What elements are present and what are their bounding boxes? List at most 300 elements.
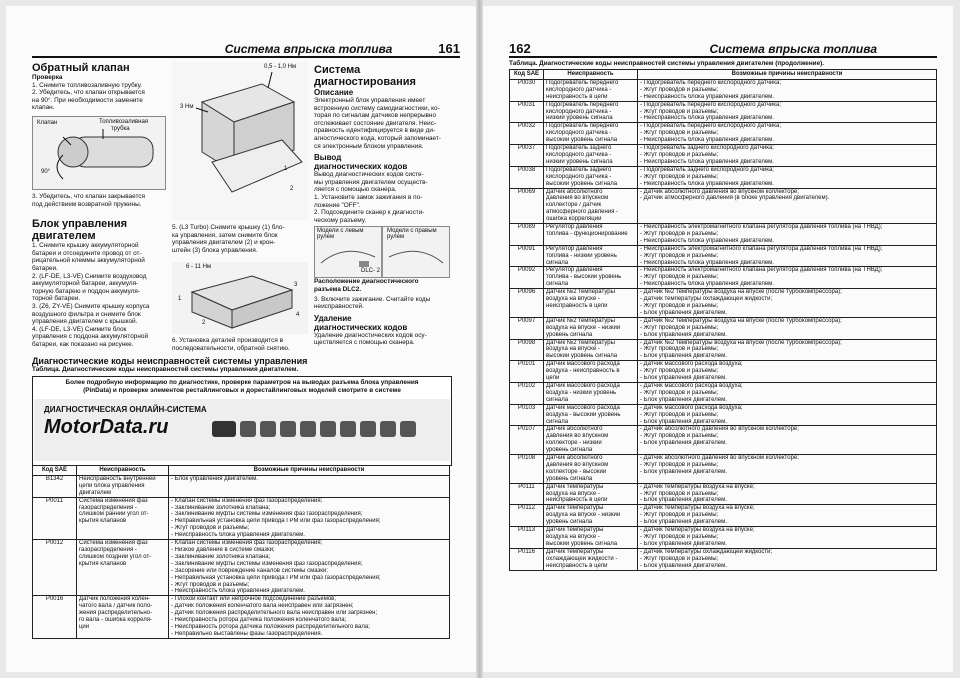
ecu-text: 1. Снимите крышку аккумуляторной батареи и отсоедините провод от от- рицательной клеммы аккумуляторной батареи. 2. (LF-DE, L3-VE) Снимите воздуховод аккумуляторной батареи, аккумуля- торную батарею и поддон аккумуля- торной батареи. 3. (Z6, ZY-VE) Снимите крышку корпуса воздушного фильтра и снимите блок управления двигателем с крышкой. 4. (LF-DE, L3-VE) Снимите блок управления с поддона аккумуляторной батареи, как показано на рисунке. [32,242,150,348]
diagnostics-section [314,64,450,347]
dlc-figure [314,226,450,278]
cell-line: жения распределительно- [79,610,152,617]
cell-line: слишком поздний угол от- [79,553,152,560]
cell-line: - Датчик положения коленчатого вала неисправен или загрязнен; [171,603,354,610]
cell-line: - Блок управления двигателем. [640,440,727,447]
table-row [510,426,937,455]
fault-cell [544,339,638,361]
sae-code: P0113 [510,527,544,549]
sae-code: P0038 [510,166,544,188]
table-row [510,361,937,383]
causes-cell [638,224,937,246]
fault-cell [77,540,169,596]
banner-text: Более подробную информацию по диагностике, проверке параметров на выводах разъема блока управления (PinData) и проверке элементов рестайлинговых и дорестайлинговых моделей смотрите в системе [65,379,419,394]
figure-label: 90° [41,168,51,175]
figure-caption: Расположение диагностического разъема DLC2. [314,278,419,293]
cell-line: давления во впускном [546,461,609,468]
scanner-icon [340,421,356,437]
fault-cell [544,505,638,527]
cell-line: Неисправность внутренней [79,475,156,482]
table-row [510,101,937,123]
cell-line: Регулятор давления [546,224,603,231]
cell-line: Подогреватель заднего [546,166,612,173]
cell-line: - Неисправность блока управления двигателем. [171,532,305,539]
cell-line: - Жгут проводов и разъемы; [640,461,719,468]
cell-line: - Блок управления двигателем. [640,497,727,504]
table-row [510,245,937,267]
causes-cell [638,483,937,505]
cell-line: воздуха на впуске - [546,490,600,497]
cell-line: - Жгут проводов и разъемы; [640,534,719,540]
cell-line: - Неправильно выставлены фазы газораспределения. [171,630,323,637]
cell-line: давления во впускном [546,195,609,202]
cell-line: - Жгут проводов и разъемы; [640,512,719,519]
cell-line: кислородного датчика - [546,151,612,158]
cell-line: уровень сигнала [546,447,593,454]
cell-line: - Датчик температуры охлаждающей жидкости; [640,296,773,303]
cell-line: Датчик температуры [546,505,604,512]
cell-line: - Жгут проводов и разъемы; [640,324,719,331]
step6-text: 6. Установка деталей производится в последовательности, обратной снятию. [172,337,290,352]
brand-subtitle: ДИАГНОСТИЧЕСКАЯ ОНЛАЙН-СИСТЕМА [44,405,207,414]
page-number: 162 [509,41,531,56]
cell-line: - Подогреватель заднего кислородного датчика; [640,166,774,173]
table-row [33,497,450,539]
table-row [510,455,937,484]
engine-icon [320,421,336,437]
cell-line: - Жгут проводов и разъемы; [640,151,719,158]
fault-cell [77,497,169,539]
cell-line: - Жгут проводов и разъемы; [640,130,719,137]
col-header: Неисправность [544,70,638,80]
cell-line: - Жгут проводов и разъемы; [171,581,250,588]
causes-cell [638,527,937,549]
car-icon [300,421,316,437]
cell-line: - Жгут проводов и разъемы; [640,346,719,353]
cell-line: - Жгут проводов и разъемы; [640,303,719,309]
causes-cell [638,505,937,527]
causes-cell [638,426,937,455]
section-title: Система диагностирования [314,64,416,88]
causes-cell [638,404,937,426]
sae-code: P0011 [33,497,77,539]
fault-cell [544,166,638,188]
cell-line: Подогреватель переднего [546,101,619,108]
cell-line: - Клапан системы изменения фаз газораспределения; [171,540,323,547]
fault-cell [544,79,638,101]
cell-line: крытия клапанов [79,560,127,567]
col-header: Неисправность [77,466,169,476]
fault-cell [544,101,638,123]
book-gutter [476,0,483,678]
cell-line: - Датчик №2 температуры воздуха на впуске (после турбокомпрессора); [640,317,842,324]
fault-cell [544,224,638,246]
cell-line: Датчик температуры [546,483,604,490]
cell-line: - Датчик атмосферного давления (в блоке управления двигателем). [640,195,830,202]
cell-line: неисправность в цепи [546,497,608,504]
cell-line: крытия клапанов [79,518,127,525]
sae-code: P0012 [33,540,77,596]
causes-cell [638,145,937,167]
cell-line: Датчик №2 температуры [546,339,615,346]
cell-line: уровень сигнала [546,519,593,526]
cell-line: - Датчик №2 температуры воздуха на впуске (после турбокомпрессора); [640,289,842,296]
check-valve-section [32,62,166,348]
cell-line: воздуха - высокий уровень [546,411,621,418]
sae-code: P0103 [510,404,544,426]
cell-line: чатого вала / датчик поло- [79,603,153,610]
cell-line: кислородного датчика - [546,108,612,115]
step3-text: 3. Включите зажигание. Считайте коды неисправностей. [314,295,431,311]
table-row [510,267,937,289]
cell-line: неисправность в цепи [546,562,608,569]
sae-code: B1342 [33,475,77,497]
cell-line: - Неисправность блока управления двигателем. [171,588,305,595]
cell-line: - Датчик положения распределительного вала неисправен или загрязнен; [171,610,378,617]
causes-cell [638,289,937,318]
fault-cell [544,188,638,224]
figure-label: 1 [178,296,182,302]
cell-line: кислородного датчика - [546,173,612,180]
cell-line: - Неисправность блока управления двигателем. [640,115,774,122]
cell-line: - Блок управления двигателем. [640,396,727,403]
cell-line: Датчик массового расхода [546,382,620,389]
causes-cell [638,382,937,404]
cell-line: - Жгут проводов и разъемы; [640,173,719,180]
cell-line: - Жгут проводов и разъемы; [640,230,719,237]
cell-line: топлива - высокий уровень [546,274,622,281]
cell-line: Подогреватель переднего [546,123,619,130]
cell-line: Датчик массового расхода [546,361,620,368]
sae-code: P0037 [510,145,544,167]
sae-code: P0069 [510,188,544,224]
page-161 [6,6,476,672]
table-row [510,317,937,339]
cell-line: - Клапан системы изменения фаз газораспределения; [171,497,323,504]
cell-line: - Блок управления двигателем. [640,562,727,569]
cell-line: Система изменения фаз [79,540,148,547]
page-header [509,36,937,58]
dtc-table-right [509,69,937,571]
page-header [32,36,460,58]
cell-line: - Датчик температуры воздуха на впуске; [640,527,755,534]
cell-line: Датчик положения колен- [79,596,151,603]
cell-line: - Датчик массового расхода воздуха; [640,404,743,411]
dtc-table-left-wrap [32,465,450,639]
table-row [510,382,937,404]
key-icon [360,421,376,437]
table-row [33,540,450,596]
cell-line: высокий уровень сигнала [546,180,618,187]
figure-label: DLC- 2 [361,268,381,275]
cell-line: низкий уровень сигнала [546,115,613,122]
cell-line: - Подогреватель переднего кислородного датчика; [640,79,781,86]
cell-line: высокий уровень сигнала [546,137,618,144]
fault-cell [544,527,638,549]
sae-code: P0097 [510,317,544,339]
cell-line: - Подогреватель заднего кислородного датчика; [640,145,774,152]
fault-cell [544,483,638,505]
sae-code: P0111 [510,483,544,505]
subsection-title: Описание [314,88,354,97]
output-text: Вывод диагностических кодов систе- мы управления двигателем осуществ- ляется с помощью сканера. 1. Установите замок зажигания в по- ложение "OFF". 2. Подсоедините сканер к диагности- ческому разъему. [314,171,428,224]
description-text: Электронный блок управления имеет встроенную систему самодиагностики, ко- торая по сигналам датчиков непрерывно отслеживает состояние двигателя. Неис- правность идентифицируется в виде ди- агностического кода, который запоминает- ся электронным блоком управления. [314,97,441,150]
cell-line: - Подогреватель переднего кислородного датчика; [640,101,781,108]
fault-cell [77,475,169,497]
sae-code: P0089 [510,224,544,246]
cell-line: ции [79,623,90,630]
cell-line: сигнала [546,259,569,266]
sae-code: P0096 [510,289,544,318]
cell-line: - Неисправность блока управления двигателем. [640,237,774,244]
cell-line: ошибка корреляции [546,216,602,223]
cell-line: - Датчик температуры воздуха на впуске; [640,483,755,490]
ecu-figure-mid [172,262,308,334]
cell-line: коллекторе - низкий [546,440,602,447]
disk-icon [400,421,416,437]
cell-line: Регулятор давления [546,245,603,252]
cell-line: - Датчик №2 температуры воздуха на впуске (после турбокомпрессора); [640,339,842,346]
cell-line: - Неисправность блока управления двигателем. [640,93,774,100]
tools-icon [240,421,256,437]
cell-line: - Жгут проводов и разъемы; [640,433,719,440]
table-row [510,79,937,101]
brand-name: MotorData.ru [44,416,169,438]
causes-cell [638,101,937,123]
cell-line: цепи [546,375,560,382]
causes-cell [638,245,937,267]
ecu-removal-drawing [172,262,308,334]
cell-line: - Блок управления двигателем. [640,375,727,382]
delete-text: Удаление диагностических кодов осу- ществляется с помощью сканера. [314,331,427,347]
cell-line: - Неправильная установка цепи привода ГРМ или фаз газораспределения; [171,518,381,525]
cell-line: - Жгут проводов и разъемы; [640,368,719,375]
table-row [510,527,937,549]
cell-line: Датчик №2 температуры [546,289,615,296]
elm-icon [212,421,236,437]
cell-line: - Блок управления двигателем. [640,418,727,425]
cell-line: - Неисправность блока управления двигателем. [640,158,774,165]
cell-line: коллекторе - высокий [546,468,607,475]
cell-line: - Неисправность электромагнитного клапана регулятора давления топлива (на ТНВД); [640,245,883,252]
table-body [510,79,937,570]
cell-line: сигнала [546,418,569,425]
cell-line: - Засорение или повреждение каналов системы смазки; [171,567,328,574]
cell-line: - Заклинивание муфты системы изменения фаз газораспределения; [171,511,363,518]
cell-line: - Неисправность блока управления двигателем. [640,281,774,288]
fault-cell [544,404,638,426]
cell-line: - Блок управления двигателем. [640,540,727,547]
table-row [510,548,937,570]
cell-line: - Блок управления двигателем. [640,353,727,360]
cell-line: давления во впускном [546,433,609,440]
cell-line: - Плохой контакт или непрочное подсоединение разъемов; [171,596,337,603]
cell-line: коллекторе / датчик [546,202,602,209]
sae-code: P0098 [510,339,544,361]
cell-line: - Датчик температуры охлаждающей жидкости; [640,548,773,555]
table-row [510,505,937,527]
step3-text: 3. Убедитесь, что клапан закрывается под действием возвратной пружины. [32,192,145,208]
cell-line: воздуха на впуске - низкий [546,512,621,519]
cell-line: - Заклинивание золотника клапана; [171,553,271,560]
cell-line: топлива - функционирование [546,230,628,237]
causes-cell [638,361,937,383]
table-caption: Таблица. Диагностические коды неисправностей системы управления двигателем (продолжение). [509,60,825,67]
cell-line: - Датчик температуры воздуха на впуске; [640,505,755,512]
cell-line: газораспределения - [79,504,137,511]
cell-line: топлива - низкий уровень [546,252,617,259]
cell-line: высокий уровень сигнала [546,540,618,547]
cell-line: - Заклинивание золотника клапана; [171,504,271,511]
causes-cell [169,475,450,497]
table-row [510,166,937,188]
sae-code: P0116 [510,548,544,570]
fault-cell [544,123,638,145]
wrench-icon [260,421,276,437]
dtc-table-left [32,465,450,639]
subsection-title: Удаление диагностических кодов [314,313,408,332]
causes-cell [638,339,937,361]
causes-cell [638,548,937,570]
cell-line: - Датчик абсолютного давления во впускном коллекторе; [640,455,799,462]
cell-line: цепи блока управления [79,482,145,489]
fault-cell [544,455,638,484]
cell-line: - Блок управления двигателем. [171,475,258,482]
cell-line: - Датчик абсолютного давления во впускном коллекторе; [640,188,799,195]
section-title: Обратный клапан [32,62,130,74]
cell-line: Подогреватель заднего [546,145,612,152]
ecu-title: Блок управления двигателем [32,218,128,243]
cell-line: Подогреватель переднего [546,79,619,86]
causes-cell [638,267,937,289]
cell-line: воздуха - неисправность в [546,368,620,375]
causes-cell [638,455,937,484]
check-valve-drawing [33,117,165,189]
sae-code: P0101 [510,361,544,383]
sae-code: P0108 [510,455,544,484]
fault-cell [544,361,638,383]
table-row [510,483,937,505]
figure-label: Модели с левым рулем [317,228,364,241]
cell-line: - Жгут проводов и разъемы; [640,411,719,418]
cell-line: - Жгут проводов и разъемы; [640,555,719,562]
cell-line: - Неисправность блока управления двигателем. [640,180,774,187]
cell-line: кислородного датчика - [546,130,612,137]
fault-cell [544,245,638,267]
table-row [510,289,937,318]
cell-line: Датчик абсолютного [546,188,603,195]
cell-line: - Жгут проводов и разъемы; [640,490,719,497]
cell-line: - Датчик массового расхода воздуха; [640,382,743,389]
step5-text: 5. (L3 Turbo) Снимите крышку (1) бло- ка управления, затем снимите блок управления двигателем (2) и крон- штейн (3) блока управления. [172,224,285,254]
col-header: Возможные причины неисправности [169,466,450,476]
fault-cell [544,382,638,404]
figure-label: 6 - 11 Нм [186,264,212,270]
cell-line: - Жгут проводов и разъемы; [640,86,719,93]
causes-cell [169,596,450,638]
cell-line: Датчик №2 температуры [546,317,615,324]
figure-label: 3 Нм [180,104,194,110]
causes-cell [638,123,937,145]
figure-label: 0,5 - 1,0 Нм [264,64,297,70]
page-number: 161 [438,41,460,56]
causes-cell [638,188,937,224]
cell-line: - Жгут проводов и разъемы; [640,389,719,396]
cell-line: - Неисправность блока управления двигателем. [640,259,774,266]
table-caption: Таблица. Диагностические коды неисправностей системы управления двигателем. [32,366,299,373]
causes-cell [169,497,450,539]
figure-label: 3 [294,282,298,288]
cell-line: - Заклинивание муфты системы изменения фаз газораспределения; [171,560,363,567]
cell-line: уровень сигнала [546,475,593,482]
sae-code: P0102 [510,382,544,404]
subsection-title: Вывод диагностических кодов [314,153,408,172]
steps-text: 1. Снимите топливозаливную трубку. 2. Убедитесь, что клапан открывается на 90°. При необходимости замените клапан. [32,81,145,112]
cell-line: - Блок управления двигателем. [640,331,727,338]
cell-line: - Жгут проводов и разъемы; [171,525,250,532]
cell-line: Регулятор давления [546,267,603,274]
cell-line: - Датчик массового расхода воздуха; [640,361,743,368]
dtc-title: Диагностические коды неисправностей системы управления [32,356,308,366]
cell-line: - Блок управления двигателем. [640,309,727,316]
fault-cell [544,267,638,289]
sae-code: P0092 [510,267,544,289]
cell-line: - Датчик абсолютного давления во впускном коллекторе; [640,426,799,433]
cell-line: Система изменения фаз [79,497,148,504]
cell-line: - Неправильная установка цепи привода ГРМ или фаз газораспределения; [171,574,381,581]
page-header-title: Система впрыска топлива [709,42,877,56]
cell-line: воздуха - низкий уровень [546,389,617,396]
table-row [33,475,450,497]
table-row [510,404,937,426]
fault-cell [544,289,638,318]
cell-line: сигнала [546,396,569,403]
causes-cell [638,79,937,101]
causes-cell [638,166,937,188]
fault-cell [77,596,169,638]
cell-line: - Неисправность блока управления двигателем. [640,137,774,144]
col-header: Код SAE [510,70,544,80]
cell-line: го вала - ошибка корреля- [79,617,152,624]
cell-line: низкий уровень сигнала [546,158,613,165]
cell-line: - Жгут проводов и разъемы; [640,252,719,259]
figure-label: 2 [202,320,206,326]
cell-line: высокий уровень сигнала [546,353,618,360]
sae-code: P0091 [510,245,544,267]
table-row [510,145,937,167]
cell-line: Датчик температуры [546,548,604,555]
col-header: Возможные причины неисправности [638,70,937,80]
cell-line: уровень сигнала [546,331,593,338]
ecu-figure-top [172,62,308,220]
cell-line: - Жгут проводов и разъемы; [640,108,719,115]
cell-line: - Неисправность ротора датчика положения коленчатого вала; [171,617,347,624]
figure-label: Клапан [37,119,58,126]
page-162 [483,6,953,672]
figure-label: 1 [284,166,288,172]
figure-label: Модели с правым рулем [387,228,437,241]
motordata-banner [32,376,452,466]
cell-line: - Низкое давление в системе смазки; [171,546,275,553]
cell-line: неисправность в цепи [546,93,608,100]
table-row [510,188,937,224]
brand-box [34,399,450,461]
sae-code: P0032 [510,123,544,145]
cell-line: Датчик абсолютного [546,455,603,462]
cell-line: - Жгут проводов и разъемы; [640,274,719,281]
sae-code: P0031 [510,101,544,123]
cell-line: сигнала [546,281,569,288]
